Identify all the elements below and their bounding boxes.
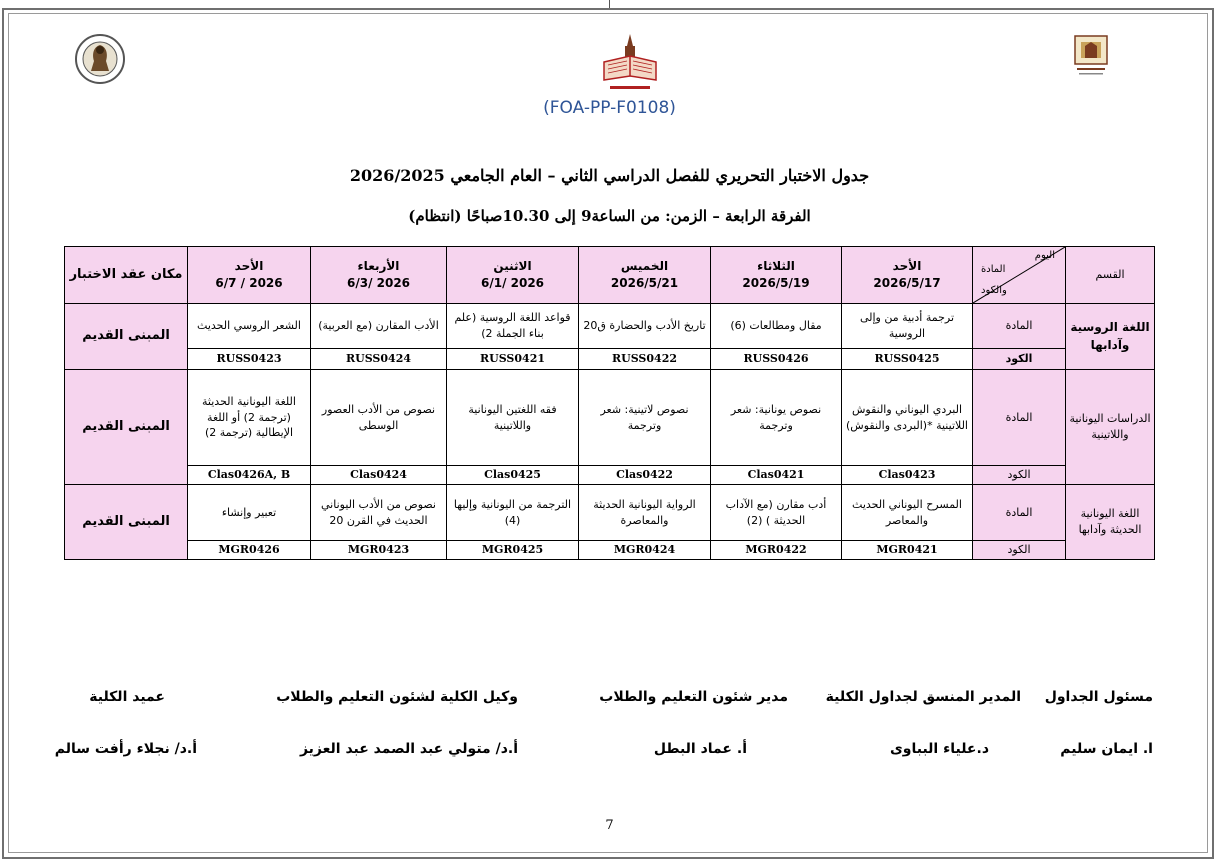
schedule-subtitle: الفرقة الرابعة – الزمن: من الساعة9 إلى 10.30صباحًا (انتظام): [408, 207, 811, 225]
signature-name: أ.د/ متولي عبد الصمد عبد العزيز: [299, 741, 518, 757]
code-cell: Clas0425: [447, 466, 579, 485]
code-cell: MGR0424: [579, 541, 711, 560]
header-subject-label: المادة: [981, 264, 1006, 275]
code-cell: MGR0425: [447, 541, 579, 560]
subject-cell: قواعد اللغة الروسية (علم بناء الجملة 2): [447, 304, 579, 349]
header-diagonal-cell: [973, 247, 1066, 304]
subject-cell: أدب مقارن (مع الآداب الحديثة ) (2): [711, 485, 842, 541]
subject-cell: المسرح اليوناني الحديث والمعاصر: [842, 485, 973, 541]
signature-title: مدير شئون التعليم والطلاب: [599, 689, 788, 705]
code-label-cell: الكود: [973, 349, 1066, 370]
code-cell: Clas0423: [842, 466, 973, 485]
subject-label-cell: المادة: [973, 485, 1066, 541]
signature-name: د.علياء البباوى: [889, 741, 989, 757]
signature-name: أ. عماد البطل: [653, 741, 747, 757]
code-label-cell: الكود: [973, 466, 1066, 485]
day-header: الأحد 2026/5/17: [842, 247, 973, 304]
code-cell: MGR0426: [188, 541, 311, 560]
code-cell: RUSS0421: [447, 349, 579, 370]
seal-logo: [74, 33, 126, 85]
subject-cell: فقه اللغتين اليونانية واللاتينية: [447, 370, 579, 466]
header-code-label: والكود: [981, 285, 1007, 296]
exam-schedule-table: [64, 246, 1155, 560]
day-header: الأحد 2026 / 6/7: [188, 247, 311, 304]
header-dept: القسم: [1066, 247, 1155, 304]
subject-cell: الشعر الروسي الحديث: [188, 304, 311, 349]
page-number: 7: [605, 818, 614, 833]
place-cell: المبنى القديم: [65, 485, 188, 560]
subject-cell: ترجمة أدبية من وإلى الروسية: [842, 304, 973, 349]
code-cell: Clas0426A, B: [188, 466, 311, 485]
subject-cell: اللغة اليونانية الحديثة (ترجمة 2) أو اللغة الإيطالية (ترجمة 2): [188, 370, 311, 466]
day-header: الاثنين 2026 /6/1: [447, 247, 579, 304]
signature-title: وكيل الكلية لشئون التعليم والطلاب: [276, 689, 518, 705]
code-cell: RUSS0426: [711, 349, 842, 370]
code-row: [65, 466, 1155, 485]
code-label-cell: الكود: [973, 541, 1066, 560]
code-cell: Clas0421: [711, 466, 842, 485]
document-code: (FOA-PP-F0108): [543, 98, 676, 118]
subject-cell: نصوص من الأدب العصور الوسطى: [311, 370, 447, 466]
code-row: [65, 349, 1155, 370]
header-day-label: اليوم: [1034, 250, 1055, 261]
code-cell: MGR0421: [842, 541, 973, 560]
subject-cell: الأدب المقارن (مع العربية): [311, 304, 447, 349]
signature-name: ا. ايمان سليم: [1060, 741, 1153, 757]
code-cell: RUSS0424: [311, 349, 447, 370]
subject-row: [65, 485, 1155, 541]
subject-cell: نصوص يونانية: شعر وترجمة: [711, 370, 842, 466]
code-cell: Clas0422: [579, 466, 711, 485]
code-cell: MGR0422: [711, 541, 842, 560]
code-cell: RUSS0425: [842, 349, 973, 370]
code-cell: RUSS0422: [579, 349, 711, 370]
cairo-university-logo: [1067, 32, 1115, 78]
signature-title: المدير المنسق لجداول الكلية: [825, 689, 1021, 705]
subject-cell: البردي اليوناني والنقوش اللاتينية *(البردى والنقوش): [842, 370, 973, 466]
code-row: [65, 541, 1155, 560]
dept-cell: الدراسات اليونانية واللاتينية: [1066, 370, 1155, 485]
signature-title: عميد الكلية: [89, 689, 165, 705]
subject-cell: تاريخ الأدب والحضارة ق20: [579, 304, 711, 349]
code-cell: Clas0424: [311, 466, 447, 485]
faculty-of-arts-logo: [594, 32, 666, 94]
dept-cell: اللغة اليونانية الحديثة وآدابها: [1066, 485, 1155, 560]
place-cell: المبنى القديم: [65, 304, 188, 370]
header-place: مكان عقد الاختبار: [65, 247, 188, 304]
signature-name: أ.د/ نجلاء رأفت سالم: [54, 741, 197, 757]
subject-cell: نصوص من الأدب اليوناني الحديث في القرن 20: [311, 485, 447, 541]
signature-title: مسئول الجداول: [1044, 689, 1153, 705]
header-row: [65, 247, 1155, 304]
subject-cell: نصوص لاتينية: شعر وترجمة: [579, 370, 711, 466]
subject-cell: تعبير وإنشاء: [188, 485, 311, 541]
day-header: الخميس 2026/5/21: [579, 247, 711, 304]
subject-label-cell: المادة: [973, 370, 1066, 466]
subject-cell: مقال ومطالعات (6): [711, 304, 842, 349]
dept-cell: اللغة الروسية وآدابها: [1066, 304, 1155, 370]
subject-row: [65, 304, 1155, 349]
schedule-title: جدول الاختبار التحريري للفصل الدراسي الثاني – العام الجامعي 2026/2025: [349, 166, 870, 185]
day-header: الثلاثاء 2026/5/19: [711, 247, 842, 304]
subject-cell: الترجمة من اليونانية وإليها (4): [447, 485, 579, 541]
code-cell: MGR0423: [311, 541, 447, 560]
place-cell: المبنى القديم: [65, 370, 188, 485]
day-header: الأربعاء 2026 /6/3: [311, 247, 447, 304]
subject-label-cell: المادة: [973, 304, 1066, 349]
subject-row: [65, 370, 1155, 466]
code-cell: RUSS0423: [188, 349, 311, 370]
subject-cell: الرواية اليونانية الحديثة والمعاصرة: [579, 485, 711, 541]
